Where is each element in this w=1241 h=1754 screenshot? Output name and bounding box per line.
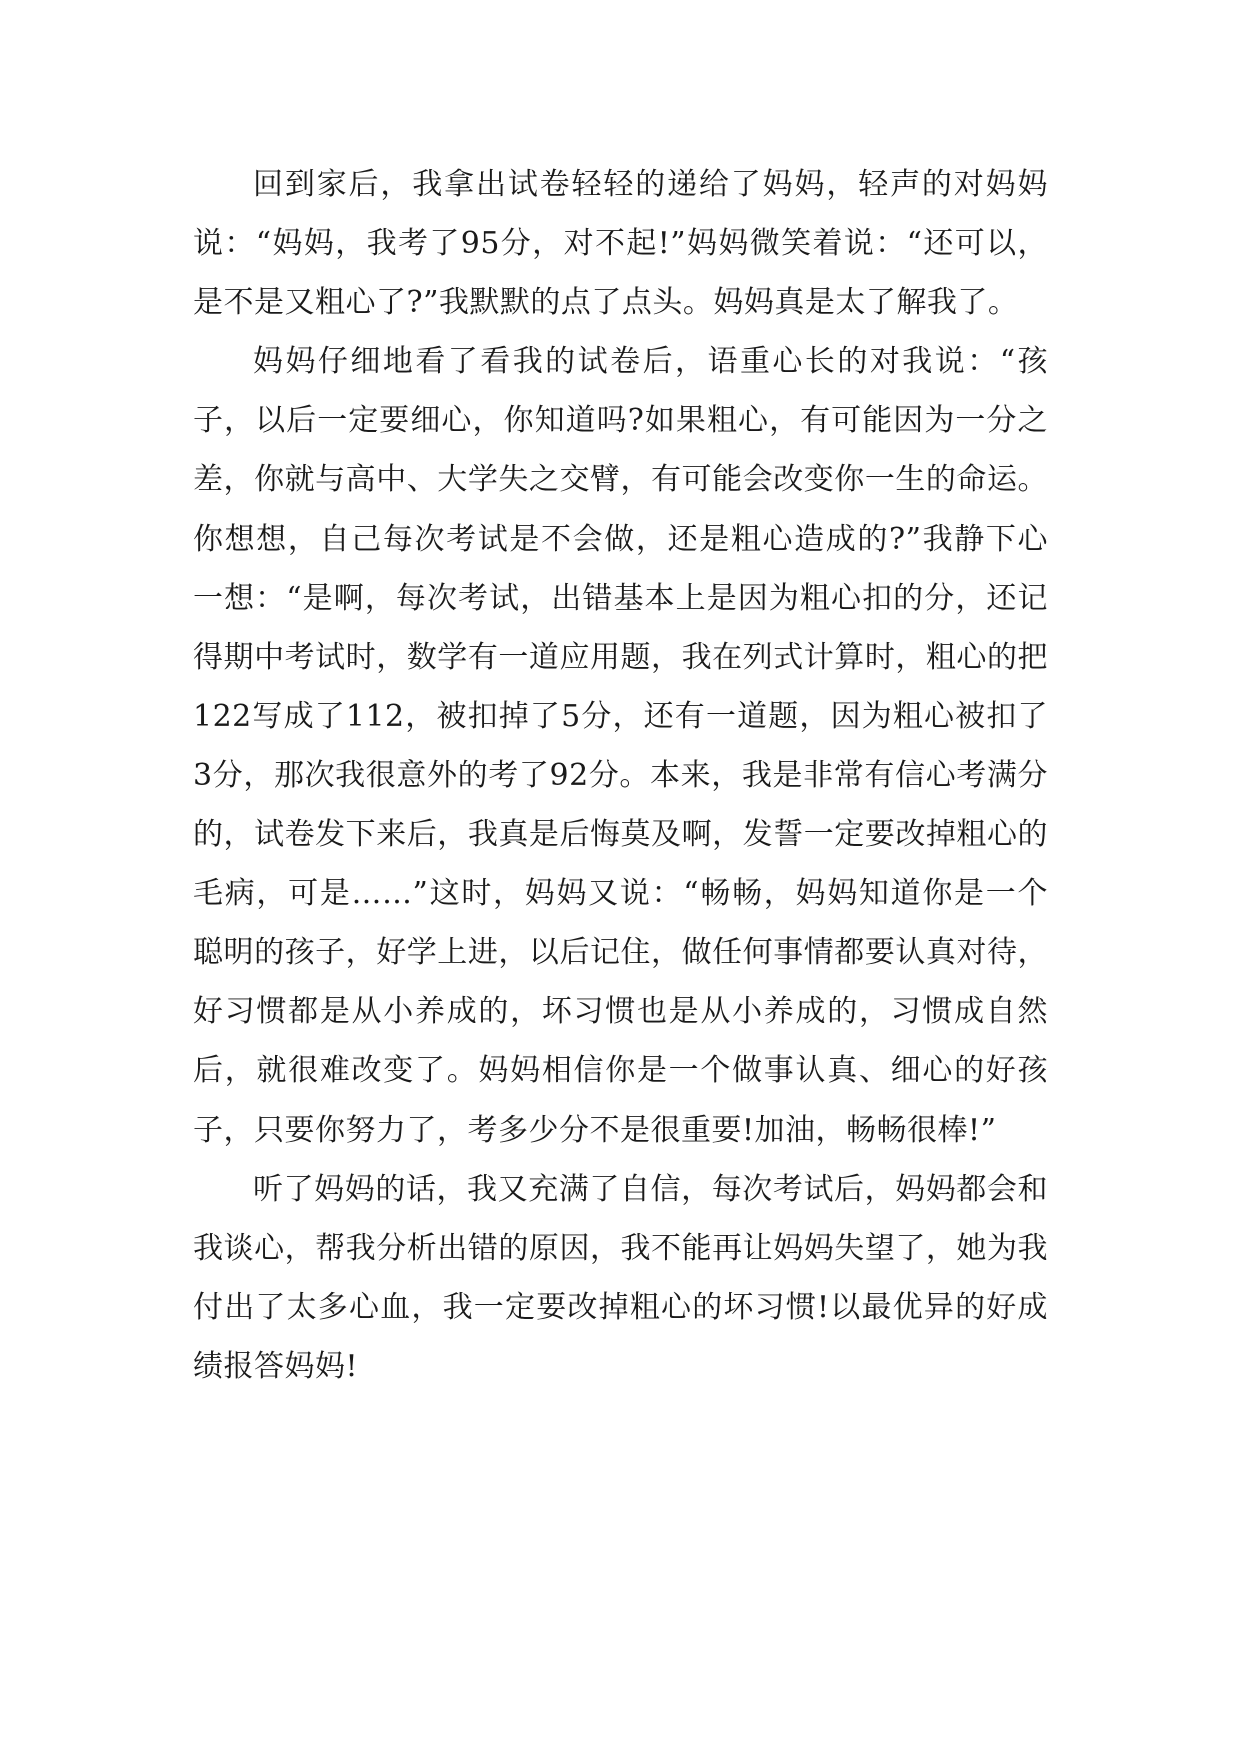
paragraph-1: 回到家后，我拿出试卷轻轻的递给了妈妈，轻声的对妈妈说：“妈妈，我考了95分，对不起!”妈妈微笑着说：“还可以，是不是又粗心了?”我默默的点了点头。妈妈真是太了解我了。	[193, 167, 1048, 321]
paragraph-2: 妈妈仔细地看了看我的试卷后，语重心长的对我说：“孩子，以后一定要细心，你知道吗?如果粗心，有可能因为一分之差，你就与高中、大学失之交臂，有可能会改变你一生的命运。你想想，自己每次考试是不会做，还是粗心造成的?”我静下心一想：“是啊，每次考试，出错基本上是因为粗心扣的分，还记得期中考试时，数学有一道应用题，我在列式计算时，粗心的把122写成了112，被扣掉了5分，还有一道题，因为粗心被扣了3分，那次我很意外的考了92分。本来，我是非常有信心考满分的，试卷发下来后，我真是后悔莫及啊，发誓一定要改掉粗心的毛病，可是……”这时，妈妈又说：“畅畅，妈妈知道你是一个聪明的孩子，好学上进，以后记住，做任何事情都要认真对待，好习惯都是从小养成的，坏习惯也是从小养成的，习惯成自然后，就很难改变了。妈妈相信你是一个做事认真、细心的好孩子，只要你努力了，考多少分不是很重要!加油，畅畅很棒!”	[193, 344, 1048, 1148]
paragraph-3: 听了妈妈的话，我又充满了自信，每次考试后，妈妈都会和我谈心，帮我分析出错的原因，我不能再让妈妈失望了，她为我付出了太多心血，我一定要改掉粗心的坏习惯!以最优异的好成绩报答妈妈!	[193, 1171, 1048, 1384]
document-body	[193, 155, 1048, 1396]
